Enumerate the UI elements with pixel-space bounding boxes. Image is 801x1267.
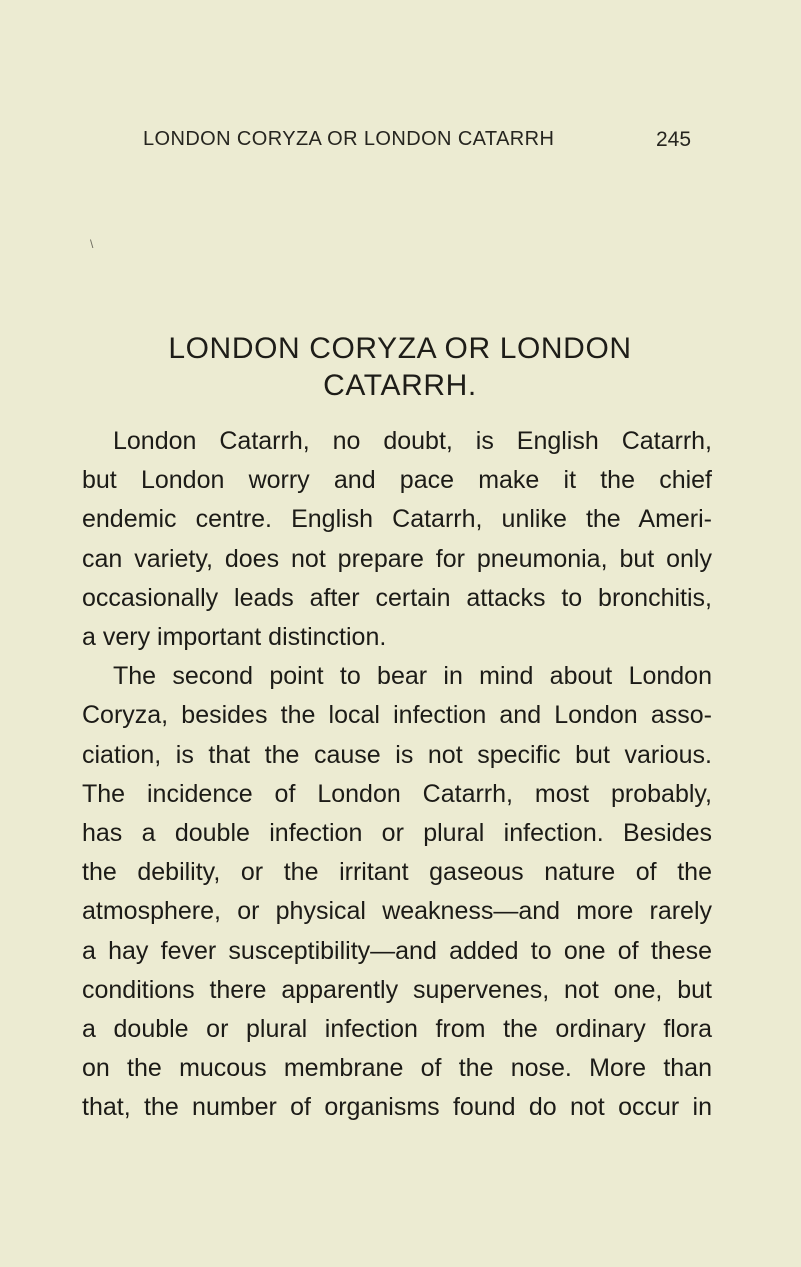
text-line: conditions there apparently supervenes, not one, but bbox=[82, 975, 712, 1004]
text-line: can variety, does not prepare for pneumonia, but only bbox=[82, 544, 712, 573]
chapter-title-line: LONDON CORYZA OR LONDON bbox=[168, 332, 632, 365]
text-line: has a double infection or plural infection. Besides bbox=[82, 819, 712, 848]
chapter-title bbox=[60, 330, 740, 404]
chapter-title-line: CATARRH. bbox=[323, 369, 477, 402]
text-line: but London worry and pace make it the chief bbox=[82, 466, 712, 495]
text-line: a very important distinction. bbox=[82, 623, 387, 652]
text-line: ciation, is that the cause is not specific but various. bbox=[82, 740, 712, 769]
text-line: atmosphere, or physical weakness—and more rarely bbox=[82, 897, 712, 926]
text-line: occasionally leads after certain attacks to bronchitis, bbox=[82, 583, 712, 612]
running-head-title: LONDON CORYZA OR LONDON CATARRH bbox=[143, 128, 555, 150]
text-line: a double or plural infection from the ordinary flora bbox=[82, 1015, 712, 1044]
page-number: 245 bbox=[656, 128, 692, 151]
text-line: a hay fever susceptibility—and added to one of these bbox=[82, 936, 712, 965]
text-line: on the mucous membrane of the nose. More than bbox=[82, 1054, 712, 1083]
ink-speck: \ bbox=[90, 237, 94, 251]
text-line: that, the number of organisms found do not occur in bbox=[82, 1093, 712, 1122]
text-line: Coryza, besides the local infection and London asso- bbox=[82, 701, 712, 730]
text-line: London Catarrh, no doubt, is English Catarrh, bbox=[113, 427, 712, 455]
text-line: the debility, or the irritant gaseous nature of the bbox=[82, 858, 712, 887]
text-line: The second point to bear in mind about London bbox=[113, 662, 712, 691]
body-text bbox=[82, 422, 712, 1128]
text-line: The incidence of London Catarrh, most probably, bbox=[82, 779, 712, 808]
text-line: endemic centre. English Catarrh, unlike the Ameri- bbox=[82, 505, 712, 534]
